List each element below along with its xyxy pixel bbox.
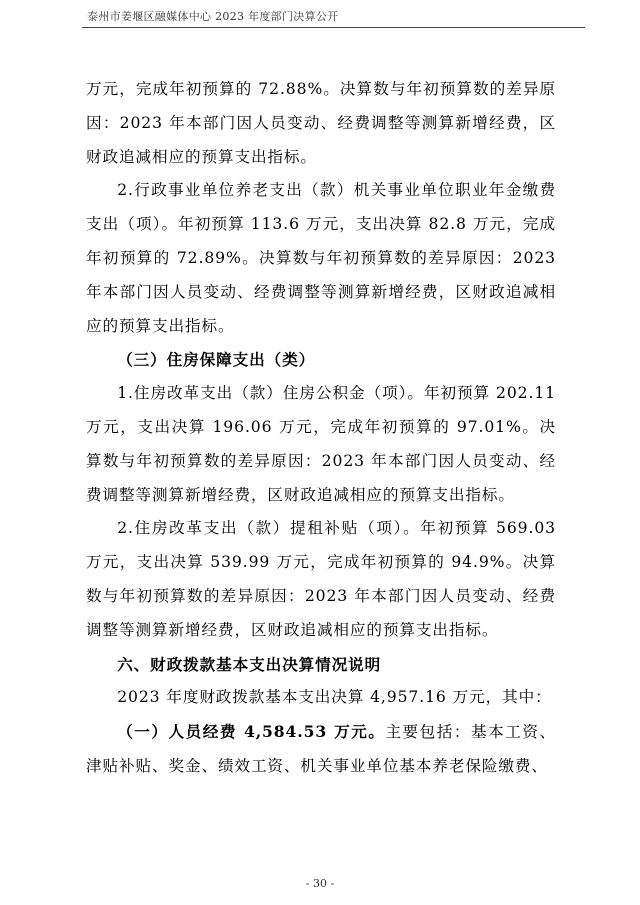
paragraph-housing-fund: 1.住房改革支出（款）住房公积金（项）。年初预算 202.11 万元，支出决算 196.06 万元，完成年初预算的 97.01%。决算数与年初预算数的差异原因：2023 年本部门因人员变动、经费调整等测算新增经费，区财政追减相应的预算支出指标。: [86, 384, 556, 504]
paragraph-basic-expenditure-total: 2023 年度财政拨款基本支出决算 4,957.16 万元，其中：: [117, 688, 552, 707]
paragraph-occupational-annuity: 2.行政事业单位养老支出（款）机关事业单位职业年金缴费支出（项）。年初预算 113.6 万元，支出决算 82.8 万元，完成年初预算的 72.89%。决算数与年初预算数的差异原因：2023 年本部门因人员变动、经费调整等测算新增经费，区财政追减相应的预算支出指标。: [86, 181, 556, 335]
paragraph-pension-continuation: 万元，完成年初预算的 72.88%。决算数与年初预算数的差异原因：2023 年本部门因人员变动、经费调整等测算新增经费，区财政追减相应的预算支出指标。: [86, 80, 556, 166]
body-text: [86, 73, 556, 784]
running-header: 泰州市姜堰区融媒体中心 2023 年度部门决算公开: [87, 10, 339, 23]
header-rule: [82, 27, 585, 28]
section-heading-housing: （三）住房保障支出（类）: [117, 350, 316, 370]
personnel-expenses-detail: 主要包括：基本工资、津贴补贴、奖金、绩效工资、机关事业单位基本养老保险缴费、: [86, 723, 556, 775]
page-number: - 30 -: [305, 877, 335, 890]
paragraph-personnel-expenses: [86, 715, 556, 784]
paragraph-rent-subsidy: 2.住房改革支出（款）提租补贴（项）。年初预算 569.03 万元，支出决算 539.99 万元，完成年初预算的 94.9%。决算数与年初预算数的差异原因：2023 年本部门因人员变动、经费调整等测算新增经费，区财政追减相应的预算支出指标。: [86, 519, 556, 639]
personnel-expenses-lead: （一）人员经费 4,584.53 万元。: [117, 722, 386, 742]
section-heading-basic-expenditure: 六、财政拨款基本支出决算情况说明: [117, 654, 382, 674]
